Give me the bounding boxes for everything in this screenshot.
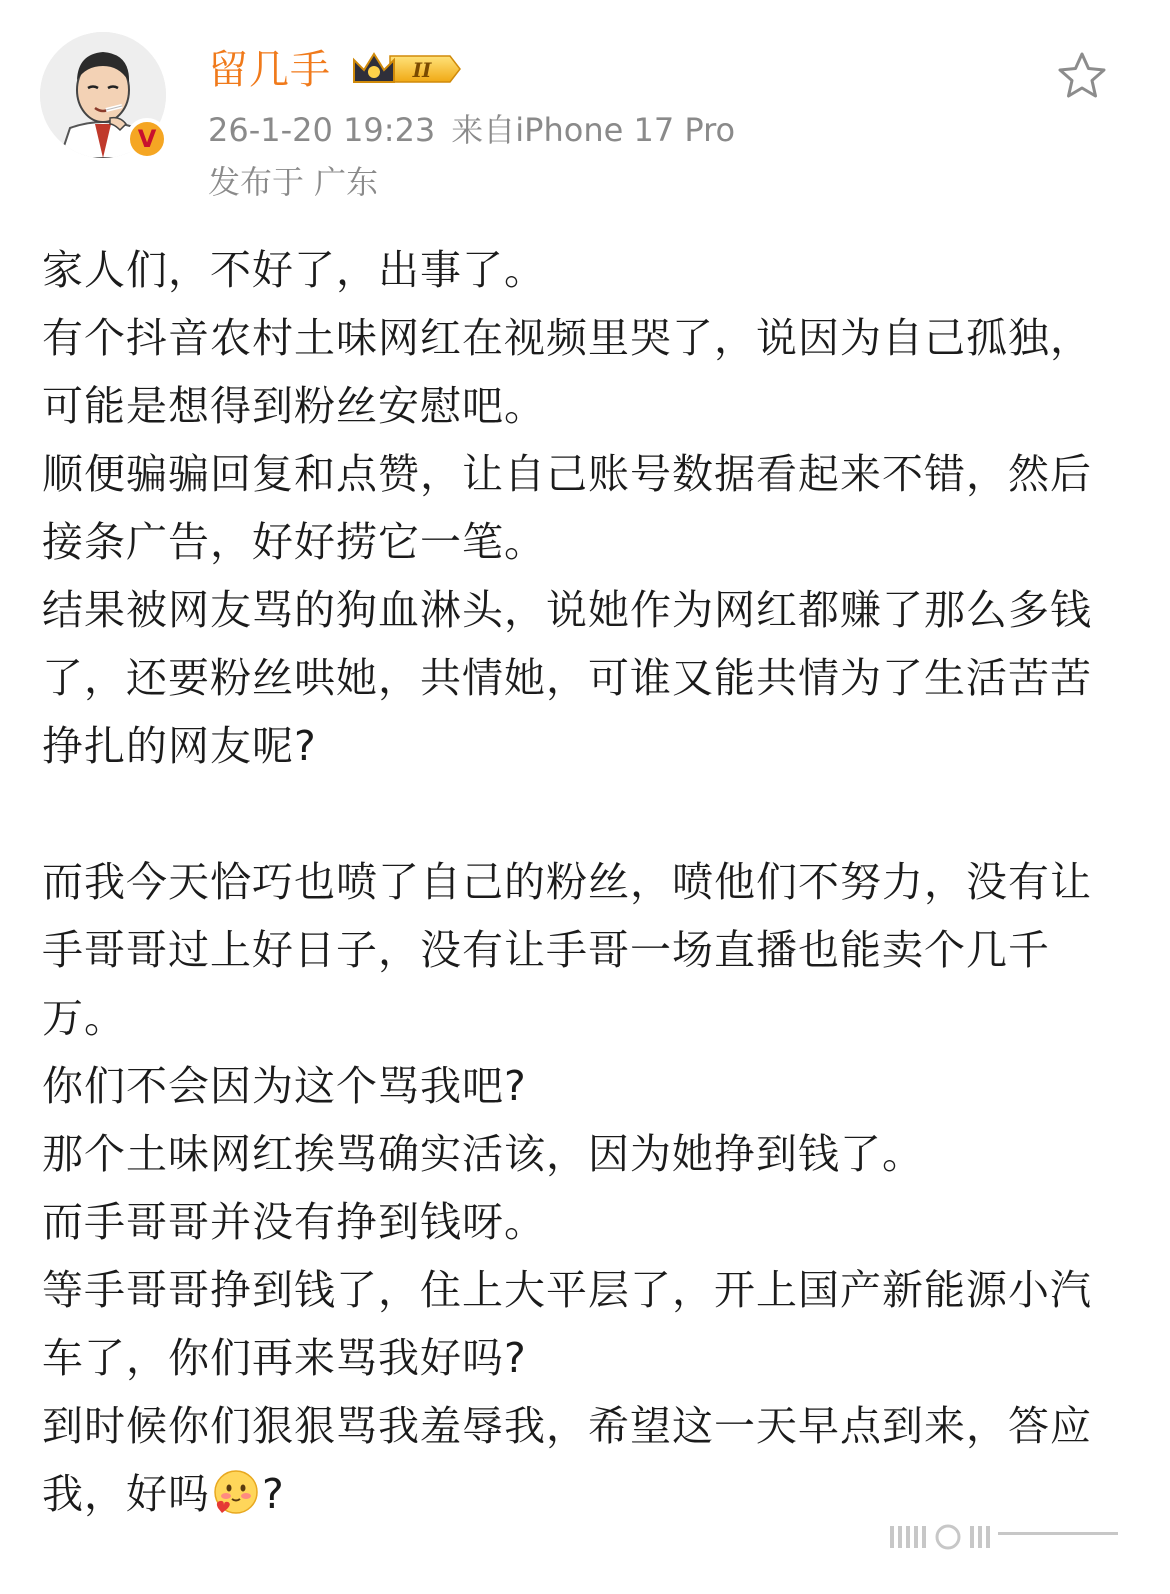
post-line: 顺便骗骗回复和点赞，让自己账号数据看起来不错，然后接条广告，好好捞它一笔。 [42, 450, 1092, 566]
post-line-suffix: ? [262, 1470, 285, 1518]
paragraph-gap [42, 780, 1102, 848]
post-line: 结果被网友骂的狗血淋头，说她作为网红都赚了那么多钱了，还要粉丝哄她，共情她，可谁又能共情为了生活苦苦挣扎的网友呢? [42, 586, 1092, 770]
post-source[interactable]: 来自iPhone 17 Pro [451, 111, 736, 149]
crown-badge-icon[interactable] [350, 48, 462, 90]
member-level-label: II [412, 58, 432, 82]
blushing-face-emoji [212, 1468, 260, 1516]
post-meta [208, 108, 735, 152]
verified-badge: V [126, 118, 168, 160]
post-location: 发布于 广东 [208, 163, 379, 201]
post-body [42, 236, 1102, 1528]
post-line: 而手哥哥并没有挣到钱呀。 [42, 1198, 546, 1246]
post-last-line [42, 1392, 1102, 1528]
post-header [0, 0, 1170, 230]
post-line: 到时候你们狠狠骂我羞辱我，希望这一天早点到来，答应我，好吗 [42, 1402, 1092, 1518]
post-line: 那个土味网红挨骂确实活该，因为她挣到钱了。 [42, 1130, 924, 1178]
watermark-icon [884, 1512, 1134, 1560]
post-timestamp: 26-1-20 19:23 [208, 111, 436, 149]
post-line: 你们不会因为这个骂我吧? [42, 1062, 527, 1110]
star-outline-icon[interactable] [1054, 48, 1110, 104]
post-line: 家人们，不好了，出事了。 [42, 246, 546, 294]
post-line: 有个抖音农村土味网红在视频里哭了，说因为自己孤独，可能是想得到粉丝安慰吧。 [42, 314, 1092, 430]
username[interactable]: 留几手 [208, 47, 331, 93]
post-line: 等手哥哥挣到钱了，住上大平层了，开上国产新能源小汽车了，你们再来骂我好吗? [42, 1266, 1092, 1382]
post-line: 而我今天恰巧也喷了自己的粉丝，喷他们不努力，没有让手哥哥过上好日子，没有让手哥一场直播也能卖个几千万。 [42, 858, 1092, 1042]
